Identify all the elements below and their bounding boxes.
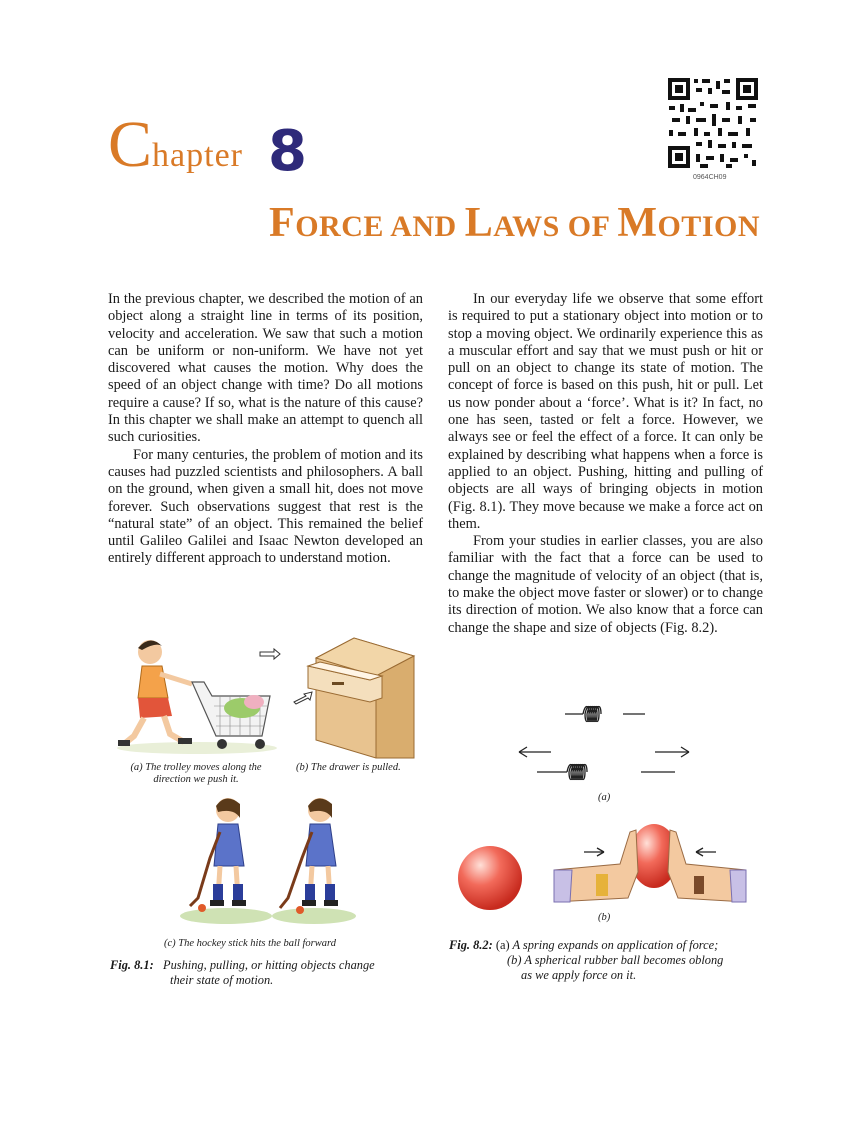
spring-illustration (515, 700, 695, 790)
fig82-sub-a: (a) (598, 792, 611, 803)
qr-code-label: 0964CH09 (693, 174, 727, 181)
title-part-1: ORCE AND (295, 210, 465, 243)
fig82-sub-b: (b) (598, 912, 611, 923)
fig82-tag-a: (a) (495, 938, 510, 952)
chapter-initial: C (108, 108, 153, 181)
chapter-title (269, 202, 760, 244)
fig82-text-b: A spherical rubber ball becomes oblong (524, 953, 724, 967)
ball-squeeze-illustration (450, 812, 750, 912)
fig81-caption-a (116, 762, 276, 786)
fig81-label: Fig. 8.1: (110, 958, 154, 972)
paragraph: From your studies in earlier classes, you are also familiar with the fact that a force can be used to change the magnitude of velocity of an object (that is, to make the object move faster or slower) or to change its direction of motion. We also know that a force can change the shape and size of objects (Fig. 8.2). (448, 533, 763, 636)
fig81-caption-c: (c) The hockey stick hits the ball forward (164, 938, 336, 949)
paragraph: For many centuries, the problem of motion and its causes had puzzled scientists and philosophers. A ball on the ground, when given a small hit, does not move forever. Such observations suggest that rest is the “natural state” of an object. This remained the belief until Galileo Galilei and Isaac Newton developed an entirely different approach to understand motion. (108, 446, 423, 567)
qr-code-icon[interactable] (666, 76, 760, 170)
title-cap-3: M (617, 200, 658, 246)
hockey-girl-1 (180, 798, 272, 924)
caption-line: direction we push it. (153, 774, 239, 785)
fig82-caption (449, 938, 789, 983)
fig81-caption (110, 958, 430, 988)
trolley-push-illustration (112, 636, 282, 756)
hockey-hit-illustration (176, 788, 356, 930)
chapter-rest: hapter (152, 137, 243, 174)
drawer-pull-illustration (288, 636, 424, 760)
paragraph: In our everyday life we observe that some effort is required to put a stationary object into motion or to stop a moving object. We ordinarily experience this as a muscular effort and say that we must push or hit or pull on an object to change its state of motion. The concept of force is based on this push, hit or pull. Let us now ponder about a ‘force’. What is it? In fact, no one has seen, tasted or felt a force. However, we always see or feel the effect of a force. It can only be explained by describing what happens when a force is applied to an object. Pushing, hitting and pulling of objects are all ways of bringing objects in motion (Fig. 8.1). They move because we make a force act on them. (448, 291, 763, 532)
title-cap-1: F (269, 200, 296, 246)
chapter-label (108, 108, 243, 181)
fig81-text: Pushing, pulling, or hitting objects change (163, 958, 375, 972)
caption-line: (a) The trolley moves along the (130, 762, 262, 773)
chapter-number: 8 (268, 119, 307, 184)
fig81-text-2: their state of motion. (170, 973, 274, 987)
fig82-label: Fig. 8.2: (449, 938, 493, 952)
left-column (108, 291, 423, 568)
paragraph: In the previous chapter, we described the motion of an object along a straight line in terms of its position, velocity and acceleration. We saw that such a motion can be uniform or non-uniform. We have not yet discovered what causes the motion. Why does the speed of an object change with time? Do all motions require a cause? If so, what is the nature of this cause? In this chapter we shall make an attempt to quench all such curiosities. (108, 291, 423, 446)
fig82-text-b2: as we apply force on it. (521, 968, 637, 982)
fig81-caption-b: (b) The drawer is pulled. (296, 762, 401, 773)
fig82-text-a: A spring expands on application of force; (512, 938, 719, 952)
title-cap-2: L (464, 200, 494, 246)
title-part-3: OTION (657, 210, 760, 243)
hockey-girl-2 (272, 798, 356, 924)
fig82-tag-b: (b) (507, 953, 522, 967)
title-part-2: AWS OF (493, 210, 618, 243)
right-column (448, 291, 763, 637)
